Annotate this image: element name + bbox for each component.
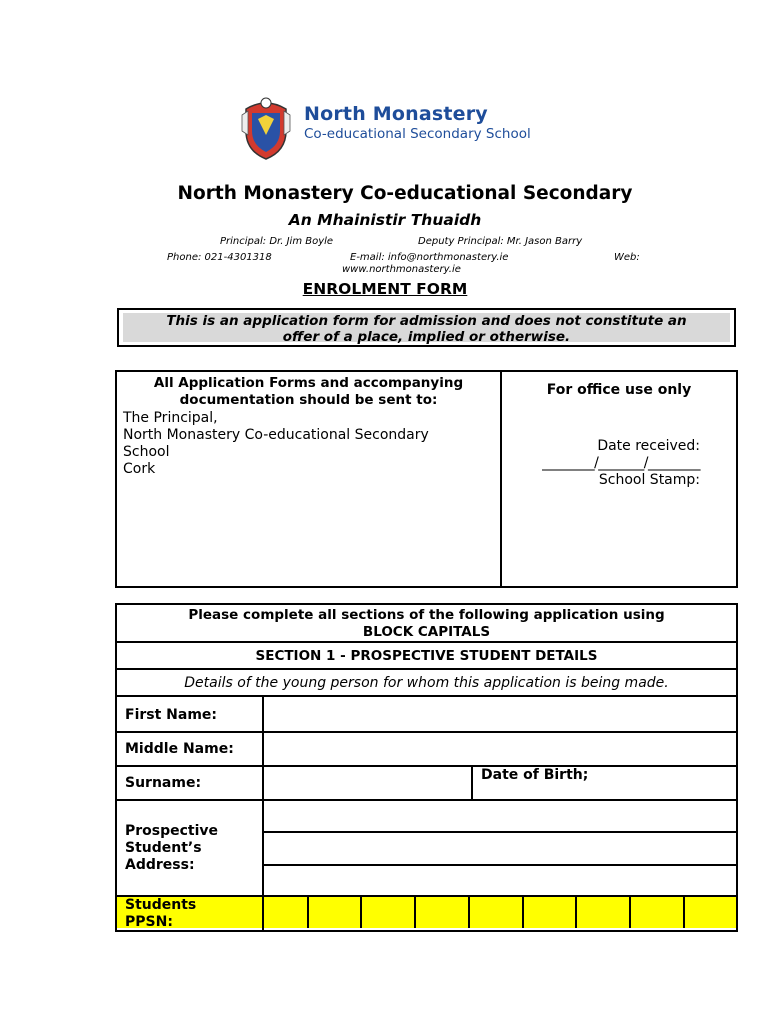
web-label: Web:	[614, 252, 640, 263]
middle-name-label: Middle Name:	[125, 741, 234, 757]
phone-text: Phone: 021-4301318	[167, 252, 272, 263]
deputy-principal-text: Deputy Principal: Mr. Jason Barry	[418, 236, 583, 247]
school-stamp-label: School Stamp:	[598, 472, 700, 488]
address-label	[125, 823, 218, 874]
disclaimer-text	[123, 313, 730, 345]
address-field-2[interactable]	[264, 833, 736, 864]
disclaimer-box	[117, 308, 736, 347]
disclaimer-line-2: offer of a place, implied or otherwise.	[282, 329, 571, 345]
submission-heading	[117, 375, 500, 409]
disclaimer-line-1: This is an application form for admission and does not constitute an	[166, 313, 687, 329]
row-divider	[117, 641, 736, 643]
submission-heading-line-2: documentation should be sent to:	[179, 392, 438, 408]
ppsn-label	[125, 897, 196, 931]
email-text: E-mail: info@northmonastery.ie	[350, 252, 509, 263]
section-1-details: Details of the young person for whom this application is being made.	[184, 675, 669, 691]
address-line: School	[123, 444, 170, 460]
section-1-table	[115, 603, 738, 932]
ppsn-label-line-1: Students	[125, 897, 197, 913]
address-line: North Monastery Co-educational Secondary	[123, 427, 429, 443]
address-label-line-3: Address:	[125, 857, 195, 873]
instruction-line-1: Please complete all sections of the following application using	[188, 607, 665, 623]
surname-field[interactable]	[264, 767, 470, 799]
first-name-field[interactable]	[264, 697, 736, 731]
submission-box	[115, 370, 738, 588]
first-name-label: First Name:	[125, 707, 218, 723]
section-1-heading: SECTION 1 - PROSPECTIVE STUDENT DETAILS	[255, 648, 598, 664]
school-logo	[238, 93, 568, 163]
logo-subtitle: Co-educational Secondary School	[304, 126, 531, 142]
page-title: North Monastery Co-educational Secondary	[177, 183, 633, 204]
form-title: ENROLMENT FORM	[302, 280, 468, 298]
ppsn-label-line-2: PPSN:	[125, 914, 173, 930]
date-received-label: Date received:	[597, 438, 700, 454]
date-of-birth-label: Date of Birth;	[481, 767, 589, 783]
school-address	[123, 410, 429, 478]
address-field-3[interactable]	[264, 866, 736, 895]
school-crest-icon	[238, 95, 294, 161]
ppsn-row	[117, 897, 736, 928]
office-use-heading: For office use only	[546, 382, 692, 398]
middle-name-field[interactable]	[264, 733, 736, 765]
ppsn-field[interactable]	[264, 897, 736, 928]
address-line: The Principal,	[123, 410, 218, 426]
row-divider	[117, 668, 736, 670]
submission-heading-line-1: All Application Forms and accompanying	[153, 375, 464, 391]
surname-label: Surname:	[125, 775, 202, 791]
logo-title: North Monastery	[304, 103, 488, 125]
address-field-1[interactable]	[264, 801, 736, 831]
date-received-line[interactable]: ________/_______/________	[542, 455, 700, 471]
page-subtitle: An Mhainistir Thuaidh	[288, 211, 482, 229]
office-use-fields	[502, 438, 700, 489]
website-text: www.northmonastery.ie	[342, 264, 461, 275]
instruction-line-2: BLOCK CAPITALS	[362, 624, 491, 640]
address-label-line-1: Prospective	[125, 823, 219, 839]
address-line: Cork	[123, 461, 156, 477]
dob-divider	[471, 767, 473, 799]
address-label-line-2: Student’s	[125, 840, 202, 856]
principal-text: Principal: Dr. Jim Boyle	[220, 236, 334, 247]
block-capitals-instruction	[117, 607, 736, 641]
